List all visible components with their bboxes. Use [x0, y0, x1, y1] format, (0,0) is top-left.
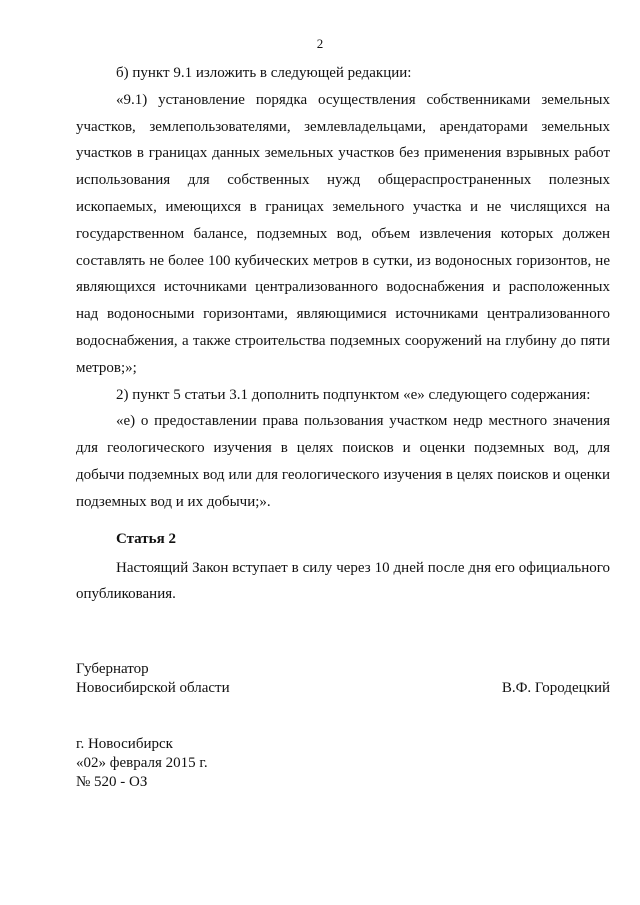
signature-block — [76, 660, 610, 698]
law-number: № 520 - ОЗ — [76, 774, 148, 790]
signatory-row — [76, 679, 610, 698]
article-2-text: Настоящий Закон вступает в силу через 10 дней после дня его официального опубликования. — [76, 560, 610, 602]
signatory-title-line2: Новосибирской области — [76, 680, 230, 696]
paragraph-item-2: 2) пункт 5 статьи 3.1 дополнить подпунктом «е» следующего содержания: — [116, 386, 591, 403]
page-number: 2 — [316, 36, 324, 51]
article-2-heading: Статья 2 — [116, 531, 176, 547]
amendment-body — [76, 60, 610, 516]
city: г. Новосибирск — [76, 736, 173, 752]
date: «02» февраля 2015 г. — [76, 755, 208, 771]
signatory-title-line1: Губернатор — [76, 661, 149, 677]
article-2-body — [76, 555, 610, 607]
signatory-name: В.Ф. Городецкий — [501, 680, 610, 696]
paragraph-subitem-e: «е) о предоставлении права пользования участком недр местного значения для геологического изучения в целях поисков и оценки подземных вод, для добычи подземных вод или для геологического изучения в целях поисков и оценки подземных вод и их добычи;». — [76, 413, 610, 510]
place-date-block — [76, 735, 208, 792]
paragraph-9-1-text: «9.1) установление порядка осуществления собственниками земельных участков, землепользователями, землевладельцами, арендаторами земельных участков в границах данных земельных участков без применения взрывных работ использования для собственных нужд общераспространенных полезных ископаемых, имеющихся в границах земельного участка и не числящихся на государственном балансе, подземных вод, объем извлечения которых должен составлять не более 100 кубических метров в сутки, из водоносных горизонтов, не являющихся источниками централизованного водоснабжения и расположенных над водоносными горизонтами, являющимися источниками централизованного водоснабжения, а также строительства подземных сооружений на глубину до пяти метров;»; — [76, 91, 610, 376]
paragraph-item-b: б) пункт 9.1 изложить в следующей редакции: — [116, 65, 412, 81]
